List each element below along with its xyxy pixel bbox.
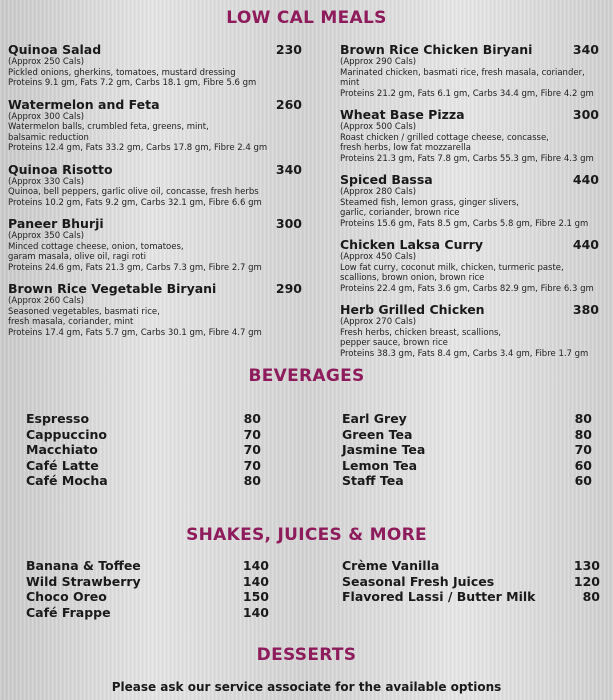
beverages-right-column <box>342 411 592 489</box>
meal-calories: (Approx 280 Cals) <box>340 187 417 197</box>
menu-item <box>342 574 600 590</box>
meal-item <box>8 97 302 154</box>
menu-item <box>26 605 269 621</box>
meal-calories: (Approx 300 Cals) <box>8 111 85 122</box>
menu-item-price: 80 <box>243 473 261 488</box>
meal-description: Proteins 38.3 gm, Fats 8.4 gm, Carbs 3.4 gm, Fibre 1.7 gm <box>340 348 589 359</box>
meal-name: Watermelon and Feta <box>8 96 160 112</box>
meal-description: Proteins 17.4 gm, Fats 5.7 gm, Carbs 30.1 gm, Fibre 4.7 gm <box>8 327 262 338</box>
meal-description: Steamed fish, lemon grass, ginger slivers, <box>340 197 519 208</box>
meal-description: Minced cottage cheese, onion, tomatoes, <box>8 241 184 252</box>
section-title-desserts: DESSERTS <box>256 645 357 665</box>
low-cal-left-column <box>8 42 302 346</box>
meal-item <box>8 216 302 273</box>
menu-item-price: 80 <box>582 589 600 604</box>
menu-item <box>342 427 592 443</box>
menu-item-name: Café Frappe <box>26 604 111 620</box>
meal-calories: (Approx 500 Cals) <box>340 122 417 132</box>
meal-description: Proteins 22.4 gm, Fats 3.6 gm, Carbs 82.9 gm, Fibre 6.3 gm <box>340 283 594 294</box>
menu-item-price: 150 <box>242 589 269 604</box>
meal-description: Proteins 21.2 gm, Fats 6.1 gm, Carbs 34.4 gm, Fibre 4.2 gm <box>340 88 594 99</box>
meal-description: Proteins 21.3 gm, Fats 7.8 gm, Carbs 55.3 gm, Fibre 4.3 gm <box>340 153 594 164</box>
section-title-shakes: SHAKES, JUICES & MORE <box>186 525 427 545</box>
meal-description: Proteins 12.4 gm, Fats 33.2 gm, Carbs 17.8 gm, Fibre 2.4 gm <box>8 143 268 153</box>
menu-item-name: Café Latte <box>26 457 99 473</box>
meal-item <box>340 107 599 164</box>
meal-description: Proteins 15.6 gm, Fats 8.5 gm, Carbs 5.8 gm, Fibre 2.1 gm <box>340 218 589 229</box>
menu-item-name: Flavored Lassi / Butter Milk <box>342 589 536 604</box>
meal-item <box>8 162 302 209</box>
menu-item <box>26 442 261 458</box>
meal-name: Chicken Laksa Curry <box>340 237 483 252</box>
menu-item-name: Cappuccino <box>26 426 107 442</box>
menu-item-price: 60 <box>574 457 592 473</box>
meal-name: Wheat Base Pizza <box>340 107 465 122</box>
meal-description: Low fat curry, coconut milk, chicken, turmeric paste, <box>340 262 564 273</box>
low-cal-right-column <box>340 42 599 367</box>
meal-description: Marinated chicken, basmati rice, fresh masala, coriander, mint <box>340 67 585 88</box>
menu-item <box>342 442 592 458</box>
menu-item-price: 80 <box>243 411 261 426</box>
meal-name: Herb Grilled Chicken <box>340 302 485 317</box>
meal-description: fresh masala, coriander, mint <box>8 317 134 327</box>
meal-description: Quinoa, bell peppers, garlic olive oil, concasse, fresh herbs <box>8 187 259 197</box>
meal-description: scallions, brown onion, brown rice <box>340 273 485 283</box>
menu-item-name: Wild Strawberry <box>26 573 141 589</box>
menu-item-price: 140 <box>242 573 269 589</box>
menu-item-price: 80 <box>574 426 592 442</box>
meal-description: Fresh herbs, chicken breast, scallions, <box>340 327 502 338</box>
menu-item-name: Seasonal Fresh Juices <box>342 573 495 589</box>
meal-calories: (Approx 270 Cals) <box>340 317 417 327</box>
menu-item-name: Macchiato <box>26 442 98 457</box>
meal-description: garam masala, olive oil, ragi roti <box>8 252 146 262</box>
meal-item <box>8 281 302 338</box>
menu-item <box>342 558 600 574</box>
menu-item-name: Jasmine Tea <box>342 442 426 457</box>
menu-item <box>342 411 592 427</box>
meal-calories: (Approx 260 Cals) <box>8 296 85 306</box>
meal-price: 290 <box>275 281 302 296</box>
menu-item-name: Green Tea <box>342 426 413 442</box>
menu-item-name: Banana & Toffee <box>26 558 141 573</box>
section-title-beverages: BEVERAGES <box>248 366 365 386</box>
menu-item <box>26 411 261 427</box>
meal-price: 440 <box>572 237 599 252</box>
menu-item <box>26 458 261 474</box>
meal-description: fresh herbs, low fat mozzarella <box>340 143 471 153</box>
menu-item <box>26 574 269 590</box>
meal-price: 300 <box>572 107 599 122</box>
menu-item-price: 140 <box>242 604 269 620</box>
meal-item <box>340 237 599 294</box>
menu-item-price: 140 <box>242 558 269 573</box>
meal-name: Quinoa Risotto <box>8 161 113 177</box>
menu-item <box>26 589 269 605</box>
meal-description: pepper sauce, brown rice <box>340 338 448 348</box>
meal-description: garlic, coriander, brown rice <box>340 208 460 218</box>
beverages-left-column <box>26 411 261 489</box>
section-title-low-cal: LOW CAL MEALS <box>226 8 387 28</box>
meal-item <box>8 42 302 89</box>
menu-item-name: Staff Tea <box>342 473 404 488</box>
meal-name: Spiced Bassa <box>340 172 433 187</box>
meal-description: Seasoned vegetables, basmati rice, <box>8 306 160 317</box>
meal-price: 340 <box>275 161 302 177</box>
menu-item-price: 130 <box>573 558 600 573</box>
meal-price: 260 <box>275 96 302 112</box>
meal-name: Brown Rice Chicken Biryani <box>340 42 533 57</box>
menu-item-name: Café Mocha <box>26 473 108 488</box>
menu-item-price: 70 <box>243 426 261 442</box>
menu-item-price: 120 <box>573 573 600 589</box>
meal-calories: (Approx 450 Cals) <box>340 252 417 262</box>
menu-item <box>26 558 269 574</box>
meal-name: Quinoa Salad <box>8 42 102 57</box>
meal-price: 230 <box>275 42 302 57</box>
meal-description: Pickled onions, gherkins, tomatoes, mustard dressing <box>8 67 236 78</box>
meal-description: Proteins 24.6 gm, Fats 21.3 gm, Carbs 7.3 gm, Fibre 2.7 gm <box>8 262 262 273</box>
meal-item <box>340 42 599 99</box>
meal-calories: (Approx 250 Cals) <box>8 57 85 67</box>
menu-item-price: 70 <box>574 442 592 457</box>
shakes-left-column <box>26 558 269 620</box>
menu-item-price: 70 <box>243 442 261 457</box>
meal-name: Paneer Bhurji <box>8 216 104 231</box>
menu-item <box>342 473 592 489</box>
meal-item <box>340 172 599 229</box>
meal-calories: (Approx 290 Cals) <box>340 57 417 67</box>
menu-item-price: 70 <box>243 457 261 473</box>
menu-item-name: Lemon Tea <box>342 457 418 473</box>
meal-description: Watermelon balls, crumbled feta, greens, mint, <box>8 122 209 132</box>
meal-price: 300 <box>275 216 302 231</box>
menu-item-name: Espresso <box>26 411 90 426</box>
menu-item-name: Crème Vanilla <box>342 558 440 573</box>
meal-description: Proteins 10.2 gm, Fats 9.2 gm, Carbs 32.1 gm, Fibre 6.6 gm <box>8 197 262 208</box>
meal-description: balsamic reduction <box>8 132 89 143</box>
menu-item-price: 80 <box>574 411 592 426</box>
menu-item <box>26 427 261 443</box>
meal-price: 440 <box>572 172 599 187</box>
menu-item <box>342 458 592 474</box>
menu-item-price: 60 <box>574 473 592 488</box>
meal-description: Roast chicken / grilled cottage cheese, concasse, <box>340 132 549 143</box>
desserts-note: Please ask our service associate for the available options <box>111 680 502 694</box>
meal-item <box>340 302 599 359</box>
meal-description: Proteins 9.1 gm, Fats 7.2 gm, Carbs 18.1 gm, Fibre 5.6 gm <box>8 78 257 88</box>
shakes-right-column <box>342 558 600 605</box>
meal-name: Brown Rice Vegetable Biryani <box>8 281 217 296</box>
menu-item-name: Earl Grey <box>342 411 407 426</box>
menu-item <box>26 473 261 489</box>
meal-calories: (Approx 350 Cals) <box>8 231 85 241</box>
meal-calories: (Approx 330 Cals) <box>8 176 85 187</box>
meal-price: 380 <box>572 302 599 317</box>
menu-item <box>342 589 600 605</box>
menu-item-name: Choco Oreo <box>26 589 107 604</box>
meal-price: 340 <box>572 42 599 57</box>
